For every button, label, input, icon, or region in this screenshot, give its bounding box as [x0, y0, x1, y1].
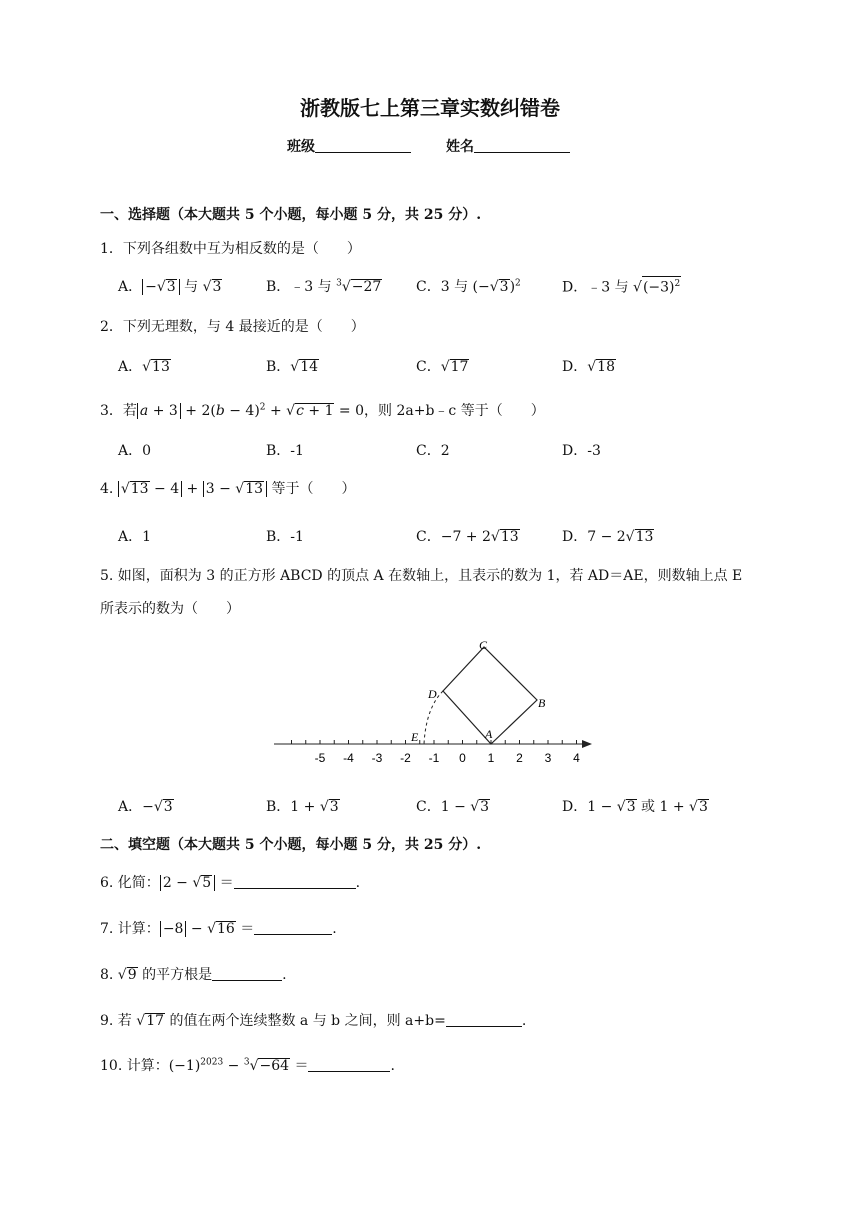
question-1-option-d[interactable]: D．﹣3 与 $√(-3)^2$: [562, 276, 681, 297]
number-line-figure: [270, 630, 600, 770]
option-letter: B．: [266, 359, 291, 375]
q10-answer-blank[interactable]: [308, 1057, 390, 1072]
tick-label: 3: [544, 751, 552, 765]
q7-label: 7. 计算：: [100, 921, 160, 937]
option-letter: D．: [562, 359, 588, 375]
question-1-option-c[interactable]: C．3 与 $(-√3)^2$: [416, 278, 521, 295]
page-title: 浙教版七上第三章实数纠错卷: [300, 96, 560, 120]
radicand: 18: [597, 359, 615, 375]
question-4-option-d[interactable]: D．7 − 2√13: [562, 529, 654, 545]
tick-label: -4: [343, 751, 354, 765]
tick-marks: [292, 740, 577, 744]
q4-prefix: 4.: [100, 481, 114, 497]
question-5-option-c[interactable]: C．1 − √3: [416, 799, 490, 815]
option-letter: C．: [416, 359, 441, 375]
question-8: 8. √9 的平方根是 .: [100, 967, 287, 983]
tick-label: 2: [516, 751, 523, 765]
name-field: [446, 136, 570, 156]
question-3-option-d[interactable]: D．-3: [562, 443, 601, 459]
tick-label: 1: [487, 751, 495, 765]
question-4-option-b[interactable]: B．-1: [266, 529, 304, 545]
q3-prefix: 3．若: [100, 403, 137, 419]
name-label: 姓名: [446, 139, 474, 155]
question-4-option-c[interactable]: C．−7 + 2√13: [416, 529, 519, 545]
q6-label: 6. 化简：: [100, 875, 160, 891]
tick-label: 4: [573, 751, 580, 765]
question-5-option-b[interactable]: B．1 + √3: [266, 799, 339, 815]
point-label-e: E: [411, 730, 419, 744]
section-heading-choice: 一、选择题（本大题共 5 个小题，每小题 5 分，共 25 分）.: [100, 207, 482, 223]
question-5-option-d[interactable]: D．1 − √3 或 1 + √3: [562, 799, 708, 815]
section-heading-fill: 二、填空题（本大题共 5 个小题，每小题 5 分，共 25 分）.: [100, 837, 482, 853]
question-1-option-a[interactable]: A． −√3 与 √3: [118, 279, 222, 295]
question-7: 7. 计算： −8 − √16 ＝ .: [100, 921, 337, 937]
question-1-stem: 1．下列各组数中互为相反数的是（ ）: [100, 241, 361, 257]
question-3-option-a[interactable]: A．0: [118, 443, 152, 459]
class-blank[interactable]: [315, 138, 411, 153]
q4-suffix: 等于（ ）: [271, 481, 356, 497]
point-label-a: A: [485, 727, 493, 741]
q9-prefix: 9. 若: [100, 1013, 132, 1029]
point-label-c: C: [479, 638, 488, 652]
radicand: 14: [300, 359, 319, 375]
question-5-stem-line1: 5. 如图，面积为 3 的正方形 ABCD 的顶点 A 在数轴上，且表示的数为 1，若 AD＝AE，则数轴上点 E: [100, 568, 743, 584]
q8-suffix: 的平方根是: [142, 967, 213, 983]
point-label-b: B: [538, 696, 546, 710]
question-3-option-c[interactable]: C．2: [416, 443, 450, 459]
question-5-stem-line2: 所表示的数为（ ）: [100, 601, 240, 617]
question-5-option-a[interactable]: A．−√3: [118, 799, 173, 815]
q9-answer-blank[interactable]: [446, 1012, 522, 1027]
question-3-stem: 3．若 $a + 3 + 2(b - 4)^2 + √c + 1 = 0$，则 2a+b﹣c 等于（ ）: [100, 402, 545, 419]
question-2-option-a[interactable]: A．√13: [118, 359, 170, 375]
radicand: 13: [152, 359, 170, 375]
tick-labels: [315, 751, 580, 765]
name-blank[interactable]: [474, 138, 570, 153]
option-letter: A．: [118, 359, 143, 375]
tick-label: -1: [428, 751, 440, 765]
question-6: 6. 化简： 2 − √5 ＝ .: [100, 875, 361, 891]
class-label: 班级: [287, 139, 315, 155]
q9-suffix: 的值在两个连续整数 a 与 b 之间，则 a+b=: [169, 1013, 446, 1029]
question-10: 10. 计算：$(-1)^{2023} - ^3√-64$ ＝ .: [100, 1057, 395, 1074]
question-2-option-b[interactable]: B．√14: [266, 359, 319, 375]
question-9: 9. 若 √17 的值在两个连续整数 a 与 b 之间，则 a+b= .: [100, 1013, 527, 1029]
tick-label: -3: [371, 751, 383, 765]
radicand: 17: [450, 359, 469, 375]
question-4-stem: 4. √13 − 4 + 3 − √13 等于（ ）: [100, 481, 356, 497]
q3-suffix: ，则 2a+b﹣c 等于（ ）: [364, 403, 545, 419]
class-field: [287, 136, 411, 156]
tick-label: -2: [400, 751, 411, 765]
question-2-stem: 2．下列无理数，与 4 最接近的是（ ）: [100, 319, 365, 335]
q7-answer-blank[interactable]: [254, 920, 332, 935]
q8-answer-blank[interactable]: [212, 966, 282, 981]
question-3-option-b[interactable]: B．-1: [266, 443, 304, 459]
question-1-option-b[interactable]: B．﹣3 与 $^3$√−27: [266, 278, 382, 295]
tick-label: 0: [459, 751, 466, 765]
q10-label: 10. 计算：: [100, 1058, 169, 1074]
tick-label: -5: [314, 751, 326, 765]
axis-arrow: [582, 740, 592, 748]
point-label-d: D: [428, 687, 437, 701]
question-2-option-d[interactable]: D．√18: [562, 359, 615, 375]
question-2-option-c[interactable]: C．√17: [416, 359, 469, 375]
question-4-option-a[interactable]: A．1: [118, 529, 152, 545]
q6-answer-blank[interactable]: [234, 874, 356, 889]
